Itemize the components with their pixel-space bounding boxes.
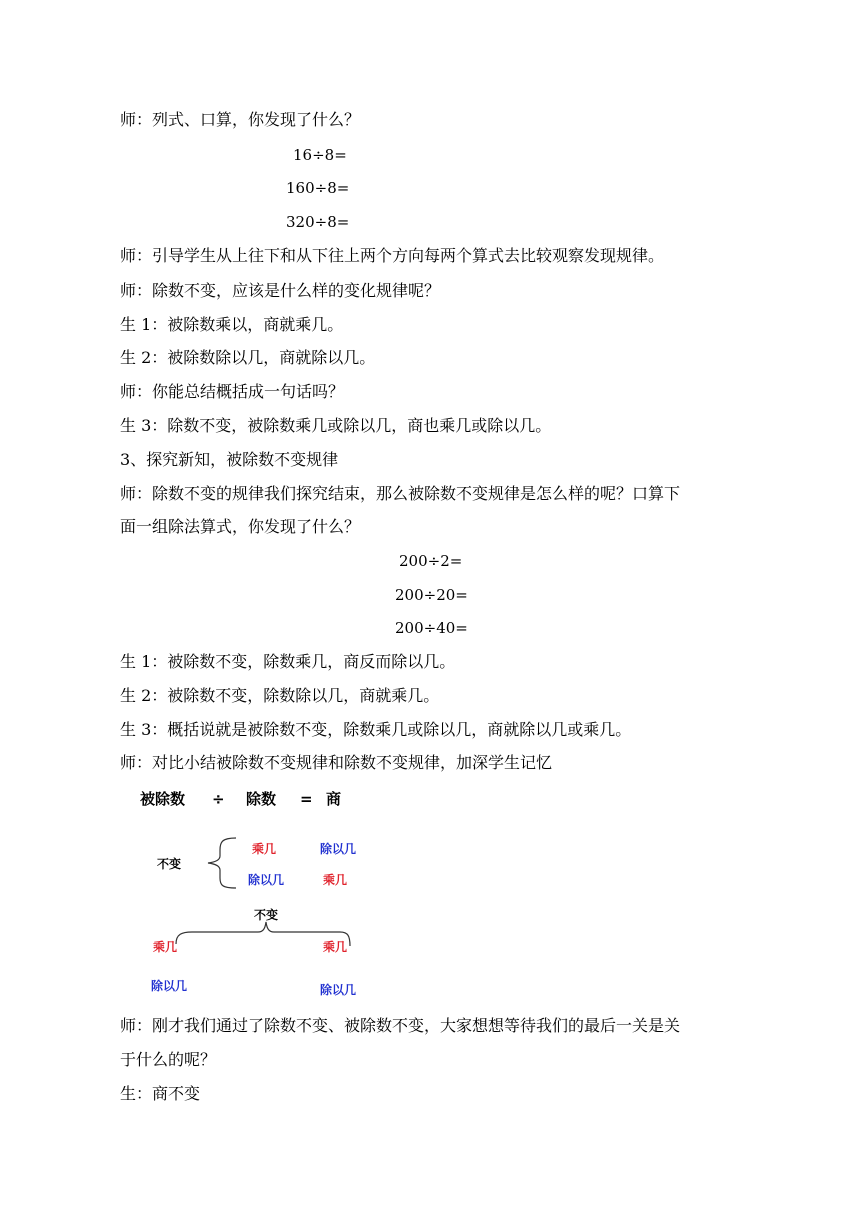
diagram-row1-multiply: 乘几: [252, 842, 277, 856]
paragraph: 师：除数不变，应该是什么样的变化规律呢？: [120, 281, 441, 300]
paragraph: 师：你能总结概括成一句话吗？: [120, 382, 345, 401]
diagram-bottom-right-multiply: 乘几: [323, 940, 348, 954]
diagram-row2-divide: 除以几: [248, 873, 285, 887]
paragraph: 于什么的呢？: [120, 1050, 217, 1069]
diagram-bottom-right-divide: 除以几: [320, 983, 357, 997]
paragraph: 师：对比小结被除数不变规律和除数不变规律，加深学生记忆: [120, 753, 553, 772]
equation: 16÷8=: [293, 146, 347, 164]
diagram-bottom-unchanged: 不变: [254, 908, 279, 922]
diagram-left-unchanged: 不变: [157, 857, 182, 871]
diagram-row1-divide: 除以几: [320, 842, 357, 856]
paragraph: 师：引导学生从上往下和从下往上两个方向每两个算式去比较观察发现规律。: [120, 246, 665, 265]
diagram-header-divisor: 除数: [246, 790, 277, 808]
equation: 320÷8=: [286, 213, 350, 231]
paragraph: 师：除数不变的规律我们探究结束，那么被除数不变规律是怎么样的呢？口算下: [120, 484, 681, 503]
paragraph: 生 3：概括说就是被除数不变，除数乘几或除以几，商就除以几或乘几。: [120, 720, 632, 739]
diagram-header-quotient: 商: [326, 790, 342, 808]
equation: 160÷8=: [286, 179, 350, 197]
diagram-header-divide-sign: ÷: [212, 790, 225, 808]
equation: 200÷2=: [399, 552, 463, 570]
diagram-header-equals-sign: =: [300, 790, 313, 808]
paragraph: 生 2：被除数不变，除数除以几，商就乘几。: [120, 686, 440, 705]
paragraph: 生 1：被除数不变，除数乘几，商反而除以几。: [120, 652, 456, 671]
paragraph: 师：刚才我们通过了除数不变、被除数不变，大家想想等待我们的最后一关是关: [120, 1016, 681, 1035]
paragraph: 3、探究新知，被除数不变规律: [120, 450, 339, 469]
paragraph: 生 3：除数不变，被除数乘几或除以几，商也乘几或除以几。: [120, 416, 552, 435]
diagram-header-dividend: 被除数: [140, 790, 186, 808]
diagram-row2-multiply: 乘几: [323, 873, 348, 887]
diagram-bottom-left-divide: 除以几: [151, 979, 188, 993]
paragraph: 生 2：被除数除以几，商就除以几。: [120, 348, 376, 367]
equation: 200÷40=: [395, 619, 468, 637]
equation: 200÷20=: [395, 586, 468, 604]
diagram-bottom-left-multiply: 乘几: [153, 940, 178, 954]
paragraph: 生：商不变: [120, 1084, 201, 1103]
paragraph: 面一组除法算式，你发现了什么？: [120, 517, 361, 536]
paragraph: 生 1：被除数乘以，商就乘几。: [120, 315, 344, 334]
paragraph: 师：列式、口算，你发现了什么？: [120, 110, 361, 129]
left-curly-brace: [208, 838, 236, 888]
